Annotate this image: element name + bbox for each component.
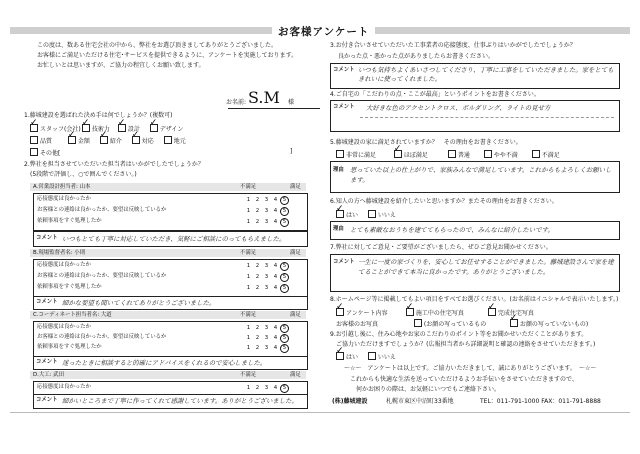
q5-option[interactable]: 普通 xyxy=(448,150,482,160)
rating-option-4[interactable]: 4 xyxy=(273,263,278,269)
rating-option-2[interactable]: 2 xyxy=(255,219,260,225)
checkbox[interactable] xyxy=(484,150,492,158)
q5-reason-text: 思っていた以上の仕上がりで、家族みんなで満足しています。これからもよろしくお願いします。 xyxy=(350,166,612,184)
d-comment-text: 細かいところまで丁寧に作ってくれて感謝しています。ありがとうございました。 xyxy=(62,397,298,405)
q3-label: 3.お付き合いさせていただいた工事業者の応接態度、仕事ぶりはいかがでしたでしょうか？ xyxy=(330,42,576,49)
rating-option-3[interactable]: 3 xyxy=(264,335,269,341)
checkbox[interactable] xyxy=(336,352,344,360)
rating-option-5[interactable]: 5 xyxy=(280,262,289,271)
rating-option-2[interactable]: 2 xyxy=(255,345,260,351)
rating-option-2[interactable]: 2 xyxy=(255,385,260,391)
rating-scale[interactable] xyxy=(244,324,289,333)
name-underline xyxy=(228,108,320,109)
q8-photo-label: お客様のお写真 xyxy=(336,321,379,328)
b-comment-label: コメント xyxy=(36,299,58,305)
a-row-3-label: 依頼事項をすぐ処理したか xyxy=(37,218,102,224)
scale-high-label: 満足 xyxy=(290,372,301,378)
q4-dash-line xyxy=(360,117,614,118)
rating-scale[interactable] xyxy=(244,334,289,343)
rating-scale[interactable] xyxy=(244,284,289,293)
rating-option-1[interactable]: 1 xyxy=(246,385,251,391)
a-row-2-label: お客様との連絡は良かったか、要望は反映しているか xyxy=(37,207,167,213)
page-title: お客様アンケート xyxy=(272,24,375,39)
rating-scale[interactable] xyxy=(244,207,289,216)
q6-reason-label: 理由 xyxy=(333,226,344,232)
checkbox[interactable] xyxy=(68,136,76,144)
rating-option-3[interactable]: 3 xyxy=(264,285,269,291)
rating-option-3[interactable]: 3 xyxy=(264,208,269,214)
checkbox[interactable] xyxy=(368,210,376,218)
q4-comment-text: 大好きな色のアクセントクロス、ボルダリング、ライトの見せ方 xyxy=(366,104,551,112)
rating-option-4[interactable]: 4 xyxy=(273,385,278,391)
q5-option[interactable]: 不満足 xyxy=(532,150,572,160)
rating-option-2[interactable]: 2 xyxy=(255,335,260,341)
rating-option-1[interactable]: 1 xyxy=(246,263,251,269)
a-comment-label: コメント xyxy=(36,235,58,241)
b-row-3-label: 依頼事項をすぐ処理したか xyxy=(37,284,102,290)
q1-other-close: ] xyxy=(290,148,293,155)
rating-option-2[interactable]: 2 xyxy=(255,274,260,280)
q4-comment-label: コメント xyxy=(333,104,355,110)
q1-option[interactable]: その他[ xyxy=(30,150,60,157)
q8-option[interactable]: ✓ 完成住宅写真 xyxy=(488,310,534,317)
scale-high-label: 満足 xyxy=(290,184,301,190)
scale-high-label: 満足 xyxy=(290,250,301,256)
rating-option-1[interactable]: 1 xyxy=(246,345,251,351)
d-comment-label: コメント xyxy=(36,397,58,403)
footer-address: 札幌市東区中沼町33番地 xyxy=(386,398,454,405)
rating-option-4[interactable]: 4 xyxy=(273,345,278,351)
rating-option-3[interactable]: 3 xyxy=(264,197,269,203)
rating-option-3[interactable]: 3 xyxy=(264,274,269,280)
q3-sub: 良かった点・悪かった点がありましたらお書きください。 xyxy=(338,53,495,60)
section-d-header-bg xyxy=(30,371,306,379)
checkbox[interactable] xyxy=(30,148,38,156)
rating-option-4[interactable]: 4 xyxy=(273,197,278,203)
checkbox[interactable] xyxy=(132,136,140,144)
q1-option[interactable]: 地元 xyxy=(164,136,194,146)
rating-scale[interactable] xyxy=(244,384,289,393)
intro-line-1: この度は、数ある住宅会社の中から、弊社をお選び頂きましてありがとうございました。 xyxy=(37,42,278,49)
rating-scale[interactable] xyxy=(244,218,289,227)
q7-comment-text: 一生に一度の家づくりを、安心してお任せすることができました。藤城建設さんで家を建てることができて本当に良かったです。ありがとうございました。 xyxy=(358,258,614,276)
checkbox[interactable] xyxy=(336,150,344,158)
rating-option-5[interactable]: 5 xyxy=(280,207,289,216)
rating-scale[interactable] xyxy=(244,196,289,205)
d-row-1-label: 応接態度は良かったか xyxy=(37,384,91,390)
q1-option[interactable]: ✓スタッフ(会社) xyxy=(30,124,80,134)
checkbox[interactable] xyxy=(488,308,496,316)
checkbox[interactable] xyxy=(30,136,38,144)
rating-option-4[interactable]: 4 xyxy=(273,325,278,331)
rating-option-3[interactable]: 3 xyxy=(264,219,269,225)
b-comment-text: 細かな要望も聞いてくれてありがとうございました。 xyxy=(62,299,216,307)
name-label: お名前: xyxy=(226,99,247,106)
scale-low-label: 不満足 xyxy=(240,184,257,190)
intro-line-2: お客様にご満足いただける住宅･サービスを提供できるように、アンケートを実施しております。 xyxy=(37,52,298,59)
rating-option-5[interactable]: 5 xyxy=(280,218,289,227)
rating-option-4[interactable]: 4 xyxy=(273,285,278,291)
rating-option-4[interactable]: 4 xyxy=(273,208,278,214)
checkbox[interactable] xyxy=(336,210,344,218)
checkbox[interactable] xyxy=(406,308,414,316)
rating-option-2[interactable]: 2 xyxy=(255,325,260,331)
section-c-header: C.コーディネート担当者名: 大道 xyxy=(33,312,112,318)
checkbox[interactable] xyxy=(532,150,540,158)
section-d-header: D.大工: 武田 xyxy=(33,372,64,378)
closing-line-2: 何かお困りの際は、お気軽にいつでもご連絡下さい。 xyxy=(356,386,501,393)
rating-option-5[interactable]: 5 xyxy=(280,384,289,393)
q7-label: 7.弊社に対してご意見・ご要望がございましたら、ぜひご意見お聞かせください。 xyxy=(330,244,552,251)
q1-option[interactable]: ✓ デザイン xyxy=(150,124,190,134)
scale-low-label: 不満足 xyxy=(240,372,257,378)
checkbox[interactable] xyxy=(164,136,172,144)
rating-option-5[interactable]: 5 xyxy=(280,344,289,353)
q6-reason-text: とても素敵なおうちを建ててもらったので、みんなに紹介したいです。 xyxy=(350,226,554,234)
section-a-header: A.営業設計担当者: 山本 xyxy=(33,184,91,190)
checkbox[interactable] xyxy=(510,319,518,327)
intro-line-3: お忙しいとは思いますが、ご協力の程宜しくお願い致します。 xyxy=(37,62,205,69)
checkbox[interactable] xyxy=(448,150,456,158)
q5-options xyxy=(336,150,572,160)
q6-option[interactable]: ✓はい xyxy=(336,210,366,220)
scale-high-label: 満足 xyxy=(290,312,301,318)
q1-row-1 xyxy=(30,124,190,134)
q5-reason-label: 理由 xyxy=(333,167,344,173)
rating-option-4[interactable]: 4 xyxy=(273,335,278,341)
c-row-1-label: 応接態度は良かったか xyxy=(37,324,91,330)
scale-low-label: 不満足 xyxy=(240,250,257,256)
q1-option[interactable]: ✓ 技術力 xyxy=(82,124,116,134)
rating-option-3[interactable]: 3 xyxy=(264,345,269,351)
scale-low-label: 不満足 xyxy=(240,312,257,318)
rating-option-2[interactable]: 2 xyxy=(255,208,260,214)
q9-sub: ご協力いただけますでしょうか？(広報担当者から詳細説明と確認の連絡をさせていただきます。) xyxy=(336,341,596,348)
rating-option-1[interactable]: 1 xyxy=(246,197,251,203)
q6-option[interactable]: いいえ xyxy=(368,212,396,219)
c-row-3-label: 依頼事項をすぐ処理したか xyxy=(37,344,102,350)
checkbox[interactable] xyxy=(118,124,126,132)
rating-option-5[interactable]: 5 xyxy=(280,273,289,282)
b-row-1-label: 応接態度は良かったか xyxy=(37,262,91,268)
q1-label: 1.藤城建設を選ばれた決め手は何でしょうか？(複数可) xyxy=(24,112,173,119)
q8-label: 8.ホームページ等に掲載してもよい項目をすべてお選びください。(お名前はイニシャルで表示いたします。) xyxy=(330,296,619,303)
q8-option[interactable]: ✓アンケート内容 xyxy=(336,308,404,318)
q3-comment-label: コメント xyxy=(333,67,355,73)
rating-option-2[interactable]: 2 xyxy=(255,285,260,291)
rating-option-3[interactable]: 3 xyxy=(264,325,269,331)
name-suffix: 様 xyxy=(288,99,295,106)
q1-option[interactable]: ✓ 設計 xyxy=(118,124,148,134)
name-value: S.M xyxy=(248,88,280,107)
rating-option-5[interactable]: 5 xyxy=(280,196,289,205)
rating-option-5[interactable]: 5 xyxy=(280,284,289,293)
checkbox[interactable] xyxy=(100,136,108,144)
q1-row-2 xyxy=(30,136,194,146)
checkbox[interactable] xyxy=(150,124,158,132)
checkbox[interactable] xyxy=(336,308,344,316)
a-row-1-label: 応接態度は良かったか xyxy=(37,196,91,202)
rating-option-1[interactable]: 1 xyxy=(246,285,251,291)
rating-option-1[interactable]: 1 xyxy=(246,219,251,225)
q9-options xyxy=(336,352,396,362)
page-bottom-rule xyxy=(10,412,630,413)
checkbox[interactable] xyxy=(394,150,402,158)
checkbox[interactable] xyxy=(368,352,376,360)
section-b-header: B.現場監督者名: 小則 xyxy=(33,250,86,256)
q1-option[interactable]: 品質 xyxy=(30,136,66,146)
rating-option-2[interactable]: 2 xyxy=(255,263,260,269)
c-row-2-label: お客様との連絡は良かったか、要望は反映しているか xyxy=(37,334,167,340)
c-comment-label: コメント xyxy=(36,359,58,365)
q1-option[interactable]: ✓ 金額 xyxy=(68,136,98,146)
rating-option-3[interactable]: 3 xyxy=(264,263,269,269)
rating-scale[interactable] xyxy=(244,262,289,271)
rating-option-4[interactable]: 4 xyxy=(273,219,278,225)
q2-label: 2.弊社を担当させていただいた担当者はいかがでしたでしょうか？ xyxy=(24,161,204,168)
rating-option-5[interactable]: 5 xyxy=(280,334,289,343)
q3-comment-text: いつも気持ちよくあいさつしてくださり、丁寧に工事をしていただきました。家をとてもきれいに使ってくれました。 xyxy=(358,66,614,83)
checkbox[interactable] xyxy=(30,124,38,132)
rating-option-1[interactable]: 1 xyxy=(246,274,251,280)
q6-options xyxy=(336,210,396,220)
q5-label: 5.藤城建設の家に満足されていますか？ その理由をお書きください。 xyxy=(330,139,522,146)
q9-label: 9.お引越し後に、住み心地やお家のこだわりのポイント等をお聞かせいただくことがあります。 xyxy=(330,331,588,338)
thanks-text: ～☆～ アンケートは以上です。ご協力いただきまして、誠にありがとうございます。 ～☆～ xyxy=(344,365,597,372)
rating-scale[interactable] xyxy=(244,273,289,282)
q5-option[interactable]: やや不満 xyxy=(484,150,530,160)
checkbox[interactable] xyxy=(82,124,90,132)
q4-label: 4.ご自宅の「こだわりの点・ここが最高」というポイントをお書きください。 xyxy=(330,91,540,98)
q9-option[interactable]: ✓はい xyxy=(336,352,366,362)
q5-option[interactable]: ✓ ほぼ満足 xyxy=(394,150,446,160)
rating-option-3[interactable]: 3 xyxy=(264,385,269,391)
q1-row-3 xyxy=(30,148,300,158)
q6-label: 6.知人の方へ藤城建設を紹介したいと思いますか？またその理由をお書きください。 xyxy=(330,198,558,205)
q8-photo-option[interactable]: (お顔の写っているもの xyxy=(414,319,508,329)
q9-option[interactable]: いいえ xyxy=(368,354,396,361)
closing-line-1: これからも快適な生活を送っていただけるようお手伝いをさせていただきますので、 xyxy=(350,376,578,383)
q7-comment-label: コメント xyxy=(333,259,355,265)
q8-photo-option[interactable]: ✓ お顔の写っていないもの) xyxy=(510,321,588,328)
rating-scale[interactable] xyxy=(244,344,289,353)
q8-photo-row xyxy=(336,319,588,329)
q1-option[interactable]: ✓ 対応 xyxy=(132,136,162,146)
checkbox[interactable] xyxy=(414,319,422,327)
rating-option-2[interactable]: 2 xyxy=(255,197,260,203)
rating-option-1[interactable]: 1 xyxy=(246,335,251,341)
footer-tel: TEL：011-791-1000 FAX：011-791-8888 xyxy=(480,398,601,405)
rating-option-5[interactable]: 5 xyxy=(280,324,289,333)
q8-option[interactable]: ✓ 施工中の住宅写真 xyxy=(406,308,486,318)
footer-company: (株)藤城建設 xyxy=(332,398,368,405)
q8-options xyxy=(336,308,534,318)
rating-option-1[interactable]: 1 xyxy=(246,325,251,331)
c-comment-text: 迷ったときに相談すると的確にアドバイスをくれるので安心しました。 xyxy=(62,359,267,367)
q5-option[interactable]: 非常に満足 xyxy=(336,150,392,160)
rating-option-4[interactable]: 4 xyxy=(273,274,278,280)
b-row-2-label: お客様との連絡は良かったか、要望は反映しているか xyxy=(37,273,167,279)
q1-option[interactable]: ✓ 紹介 xyxy=(100,136,130,146)
q2-sub: (5段階で評価し、○で囲んでください。) xyxy=(30,171,137,178)
a-comment-text: いつもとても丁寧に対応していただき、気軽にご相談にのってもらえました。 xyxy=(62,235,286,243)
rating-option-1[interactable]: 1 xyxy=(246,208,251,214)
